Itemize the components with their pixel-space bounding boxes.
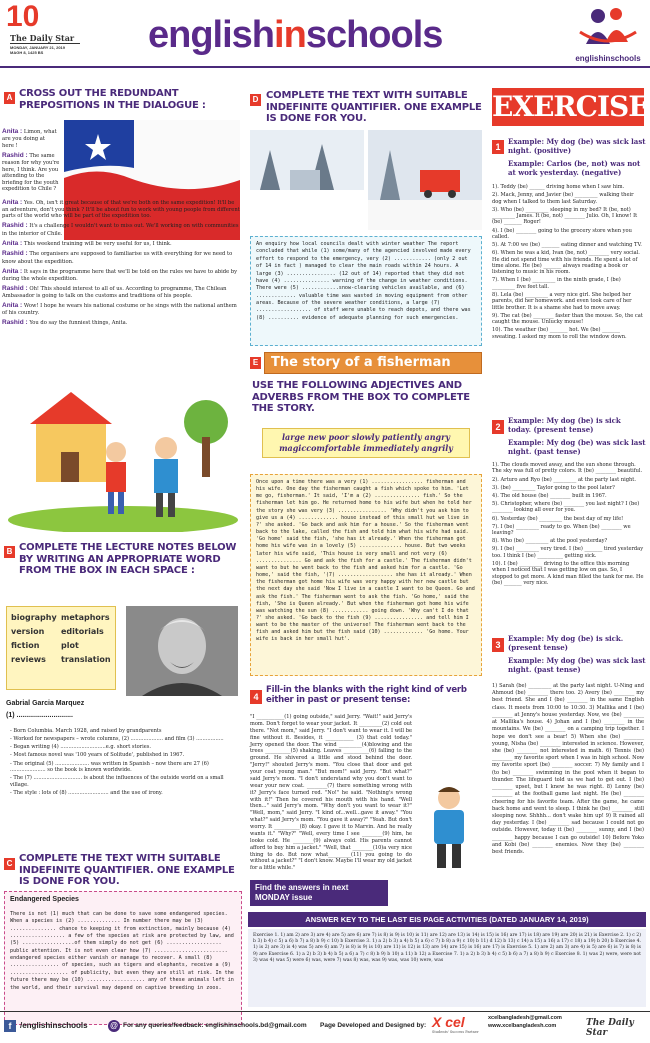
exercise-3-badge: 3 bbox=[492, 638, 504, 652]
fisherman-banner: The story of a fisherman bbox=[264, 352, 482, 374]
snow-scenes-image bbox=[250, 130, 482, 230]
designed-by-label: Page Developed and Designed by: bbox=[320, 1022, 427, 1029]
facebook-icon[interactable]: f bbox=[4, 1020, 16, 1032]
section-d-badge: D bbox=[250, 94, 261, 106]
exercise-3-example-1: Example: My dog (be) is sick. (present tense) bbox=[508, 634, 624, 652]
fisherman-story: Once upon a time there was a very (1) ................. fisherman and his wife. One day the fisherman caught a fish which spoke to him. 'Let me go, fisherman.' It said, 'I'm a (2) ............... fish.' So the fisherman let him go. He returned home to his wife but when he told her the story she was very (3) ................ 'Why didn't you ask him to give us a (4) ............. house instead of this small hut we live in ?' she asked. 'Go back and ask him for a house.' So the fisherman went back to the lake, called the fish and told him what his wife had said. 'Go home' said the fish, 'she has it already.' When the fisherman got home his wife was in a lovely (5) .............. house. But two weeks later his wife said, 'This house is very small and not very (6) ............... Go and ask the fish for a castle.' The fisherman didn't want to but he went back to the fish and asked him for a castle. 'Go home,' said the fish, '(7) .................. she has it already.' When the fisherman got home his wife was very happy with her new castle but the next day she said 'Now I live in a castle I want to be Queen. Go and ask the fish.' The fisherman went to ask the fish. 'Go home,' said the fish, 'She is Queen already.' But when the fisherman got home his wife was watching the sun (8) ............ going down. 'Why can't I do that ?' she asked. 'Go back to the fish (9) ................ and tell him I want to be the master of the universe! The fisherman went back to the fish and asked him but the fish said (10) ............. 'Go home. Your wife is back in her small hut'. bbox=[250, 474, 482, 676]
answer-key-text: Exercise 1. 1) am 2) are 3) are 4) are 5) are 6) are 7) is 8) is 9) is 10) is 11) are 12) are 13) is 14) is 15) is 16) are 17) is 18) are 19) are 20) is 21) is Exercise 2. 1) c 2) b 3) b 4) c 5) a 6) b 7) a 8) b 9) c 10) b Exercise 3. 1) a 2) b 3) a 4) b 5) a 6) c 7) b 8) a 9) c 10) b 11) d 12) b 13) c 14) a 15) a 16) a 17) c 18) a 19) b 20) b Exercise 4. 1) is 2) are 3) is 4) was 5) are 6) am 7) is 8) is 9) is 10) are 11) is 12) is 13) are 14) are 15) is 16) are 17) is Exercise 5. 1) are 2) am 3) are 4) is 5) are 6) is 7) is 8) is 9) are Exercise 6. 1) a 2) b 3) b 4) b 5) a 6) a 7) c 8) b 9) b 10) a 11) b 12) a Exercise 7. 1) a 2) b 3) b 4) c 5) b 6) a 7) a 8) b 9) c Exercise 8. 1) was 2) were, were not 3) was 4) was 5) were 6) was, were 7) was 8) was, was 9) was, was 10) were, was bbox=[248, 929, 646, 1007]
section-d-heading: COMPLETE THE TEXT WITH SUITABLE INDEFINITE QUANTIFIER. ONE EXAMPLE IS DONE FOR YOU. bbox=[266, 90, 482, 124]
exercise-1-badge: 1 bbox=[492, 140, 504, 154]
exercise-3-text: 1) Sarah (be) _________ at the party last night. U-Ning and Ahmoud (be) ________ there too. 2) Avery (be) ________ my best friend. She and I (be) ________ in the same English class. It meets from 10:00 to 10:30. 3) Mallika and I (be) ________ at Jenny's house yesterday. Now, we (be) ________ at Mallika's house. 4) Johan and I (be) ________ in the mountains. We (be) ________ on a camping trip together. I hope we don't see a bear! 5) When she (be) ________ young, Nisha (be) ________ interested in science. However, she (be) ________ not interested in math. 6) Tennis (be) ________ my favorite sport when I was in high school. Now my favorite sport (be) ________ soccer. 7) My family and I (to be) ________ swimming in the pool when it began to thunder. The lifeguard told us we had to get out. I (be) ________ upset, but I knew he was right. 8) Lenny (be) ________ at the football game last night. He (be) ________ cheering for his favorite team. After the game, he came back home and went to sleep. I think he (be) ________ still sleeping now. Shhhh... don't wake him up! 9) It rained all day yesterday. I (be) ________ sad because I could not go outside. However, today it (be) ________ sunny, and I (be) ________ happy because I can go outside! 10) Before Yoko and Kobi (be) ________ enemies. Now they (be) ________ best friends. bbox=[492, 683, 644, 856]
people-icon bbox=[570, 4, 646, 52]
exercise-3-example-2: Example: My dog (be) was sick last night. (past tense) bbox=[508, 656, 646, 674]
xcel-contacts: xcelbangladesh@gmail.com www.xcelbangladesh.com bbox=[488, 1015, 562, 1029]
word-box-e: large new poor slowly patiently angry magiccomfortable immediately angrily bbox=[262, 428, 470, 458]
exercise-2-badge: 2 bbox=[492, 420, 504, 434]
blank-1: (1) ............................. bbox=[6, 712, 73, 719]
exercise-1-example-2: Example: Carlos (be, not) was not at work yesterday. (negative) bbox=[508, 159, 641, 177]
portrait-caption: Gabrial Garcia Marquez bbox=[6, 700, 85, 707]
section-e-badge: E bbox=[250, 357, 261, 369]
children-illustration bbox=[6, 382, 240, 532]
dateline: MONDAY, JANUARY 21, 2019 MAGH 8, 1425 BS bbox=[10, 45, 65, 55]
page-title: englishinschools bbox=[148, 14, 443, 56]
endangered-species-box: Endangered Species There is not (1) much that can be done to save some endangered species. When a species is (2) .............. In number there may be (3) ............... chance to keeping it from extinction, mainly because (4) .................. a few of the species at risk are protected by law, and (5) .................of them simply do not get (6) .................. public attention. It is not even clear how (7) ........................ endangered species either vanish or manage to recover. A small (8) ................ of species, such as tigers and elephants, receive a (9) ................... of publicity, but even they are still at risk. In the future there may be (10) ................... any of these animals left in the world, and their survival may depend on captive breeding in zoos. bbox=[4, 891, 242, 1025]
footer-rule bbox=[0, 1011, 650, 1012]
exercise-banner: EXERCISE bbox=[492, 88, 644, 126]
exercise-4-heading: Fill-in the blanks with the right kind of verb either in past or present tense: bbox=[266, 685, 467, 705]
lecture-notes: - Born Columbia. March 1928, and raised by grandparents - Worked for newspapers – wrote columns, (2) .................... and film (3) ................. - Began writing (4) ............................e.g. short stories. - Most famous novel was '100 years of Solitude', published in 1967. - The original (5) ..................... was written in Spanish – now there are 27 (6) ...................... so the book is known worldwide. - The (7) .............................. is about the influences of the outside world on a small village. - The style : lots of (8) ......................... and the use of irony. bbox=[10, 728, 224, 796]
exercise-1-items: 1). Teddy (be) ______ driving home when I saw him. 2). Mack, Jenny, and Javier (be) _________ walking their dog when I talked to them last Saturday. 3). Who (be) _________ sleeping in my bed? It (be, not) _________ James. It (be, not) ________ Julio. Oh, I know! It (be) _______ Roger! 4). I (be) ________ going to the grocery store when you called. 5). At 7:00 we (be) _______ eating dinner and watching TV. 6). When he was a kid, Ivan (be, not) ________ very social. He did not spend time with his friends. He spent a lot of time alone. He (be) _______ always reading a book or listening to music in his room. 7). When I (be) _________ in the ninth grade, I (be) _________ five feet tall. 8). Lela (be) _________ a very nice girl. She helped her parents, did her homework. and even took care of her little brother. It is a shame she had to move away. 9). The cat (be) ________ faster than the mouse. So, the cat caught the mouse. Unlucky mouse! 10). The weather (be) _______ hot. We (be) _______ sweating. I asked my mom to roll the window down. bbox=[492, 184, 643, 340]
section-a-heading: CROSS OUT THE REDUNDANT PREPOSITIONS IN THE DIALOGUE : bbox=[19, 88, 206, 111]
section-a-dialogue: Anita : Limon, what are you doing at here ! Rashid : The same reason for why you're here, I think. Are you attending to the briefing for the youth expedition to Chile ? Anita : Yes. Oh, isn't it great because of that we're both on the same expedition! It'll be an adventure, don't you think ? It'll be about fun to work with young people from different parts of the world who will be part of the expedition too. Rashid : It's a challenge I wouldn't want to miss out. We'll working on with communities in the interior of Chile. Anita : This weekend training will be very useful for us, I think. Rashid : The organisers are supposed to familiarise us with everything for we need to know about the expedition. Anita : It says in the programme here that we'll be told on the rules we have to abide by during the whole expedition. Rashid : Oh! This should interest to all of us. According to programme, The Chilean Ambassador is going to talk on the customs and traditions of his people. Anita : Wow! I hope he wears his national costume or he sings with the national anthem of his country. Rashid : You do say the funniest things, Anita. bbox=[2, 128, 240, 327]
exercise-2-example-1: Example: My dog (be) is sick today. (present tense) bbox=[508, 416, 621, 434]
marquez-portrait bbox=[126, 606, 238, 696]
eis-logo: englishinschools bbox=[570, 4, 646, 68]
section-c-heading: COMPLETE THE TEXT WITH SUITABLE INDEFINITE QUANTIFIER. ONE EXAMPLE IS DONE FOR YOU. bbox=[19, 853, 235, 887]
jerry-story: "I ___________(1) going outside," said Jerry. "Wait!" said Jerry's mom. Don't forget to wear your jacket. It _________(2) cold out there. "Not mom," said Jerry. "I don't want to wear it. I will be fine without it. Besides, it ___________ (3) that cold today." Jerry opened the door. The wind _________(4)blowing and the trees __________(5) shaking. Leaves __________(6) falling to the ground. He shivered a little and stood behind the door. "Jerry!" shouted Jerry's mom. "You close that door and get your coat young man." "But mom!" said Jerry. "But what?" said Jerry's mom. "I don't understand why you don't want to wear your new coat. ________(7) there something wrong with it? Jerry's face turned red. "No!" he said. "Nothing's wrong with it!" Then he covered his mouth with his hand. "Well then..." said Jerry's mom. "Why don't you want to wear it?" "Well, mom," said Jerry. "I kind of...well...gave it away." "You what?" said Jerry's mom. "You gave it away?" "Yeah. But don't worry. It __________(8) okay. I gave it to Marvin. And he really wants it." "Why?" "Well, every time I see ________(9) him, he looke cold. He ________(9) always cold. His parents cannot afford to buy him a jacket." "Well, that ________(10)a very nice thing to do. But now what_________(11) you going to do without a jacket?" "I don't know. Maybe I'll wear my old jacket for a little while." bbox=[250, 714, 482, 870]
exercise-1-example-1: Example: My dog (be) was sick last night. (positive) bbox=[508, 137, 646, 155]
dateline-rule bbox=[10, 43, 80, 44]
queries-email[interactable]: For any queries/feedback: englishinschools.bd@gmail.com bbox=[123, 1022, 307, 1029]
exercise-2-example-2: Example: My dog (be) was sick last night. (past tense) bbox=[508, 438, 646, 456]
answer-key-title: ANSWER KEY TO THE LAST EIS PAGE ACTIVITIES (DATED JANUARY 14, 2019) bbox=[248, 912, 646, 927]
winter-report-box: An enquiry how local councils dealt with winter weather The report concluded that while (1) some/many of the agencied involved made every effort to respond to the emergency, very (2) ............ (only 2 out of 14 in fact ) managed to clear the main roads within 24 hours. A large (3) ................ (12 out of 14) reported that they did not have (4) ............... warning of the change in weather conditions. There were (5) ............snow-clearing vehicles available, and (6) ............. valuable time was wasted in moving equipment from other areas. Because of the severe weather conditions, a large (7) .................. of staff were unable to reach depots, and there was (8) .......... evidence of adequate planning for such emergencies. bbox=[250, 236, 482, 346]
answer-note: Find the answers in next MONDAY issue bbox=[250, 880, 388, 906]
xcel-logo: X cel Students' Success Partner bbox=[432, 1014, 479, 1034]
section-b-heading: COMPLETE THE LECTURE NOTES BELOW BY WRITING AN APPROPRIATE WORD FROM THE BOX IN EACH SPACE : bbox=[19, 542, 237, 576]
section-a-badge: A bbox=[4, 92, 15, 104]
page-number: 10 bbox=[6, 0, 40, 33]
exercise-4-badge: 4 bbox=[250, 690, 262, 704]
exercise-2-items: 1). The clouds moved away, and the sun shone through. The sky was full of pretty colors. It (be) ________ beautiful. 2). Arturo and Ryo (be) _________ at the party last night. 3). (be) _________ Taylor going to the pool later? 4). The old house (be) ________ built in 1967. 5). Christopher, where (be) ________ you last night? I (be) ________ looking all over for you. 6). Yesterday (be) _________ the best day of my life! 7). I (be) _________ ready to go. When (be) ________ we leaving? 8). Who (be) _________ at the pool yesterday? 9). I (be) _________ very tired. I (be) _______ tired yesterday too. I think I (be) __________ getting sick. 10). I (be) _________ driving to the office this morning when I noticed that I was getting low on gas. So, I stopped to get more. A kind man filled the tank for me. He (be) _______ very nice. bbox=[492, 462, 644, 586]
section-b-badge: B bbox=[4, 546, 15, 558]
header-rule bbox=[0, 66, 650, 68]
daily-star-logo: The Daily Star bbox=[586, 1018, 634, 1038]
masthead: The Daily Star bbox=[10, 33, 75, 43]
word-box-b: biography metaphors version editorials fiction plot reviews translation bbox=[6, 606, 116, 690]
section-e-heading: USE THE FOLLOWING ADJECTIVES AND ADVERBS FROM THE BOX TO COMPLETE THE STORY. bbox=[252, 380, 470, 414]
section-c-badge: C bbox=[4, 858, 15, 870]
facebook-link[interactable]: /englishinschools bbox=[20, 1021, 88, 1030]
boy-illustration bbox=[416, 784, 482, 870]
email-icon: @ bbox=[108, 1020, 120, 1032]
